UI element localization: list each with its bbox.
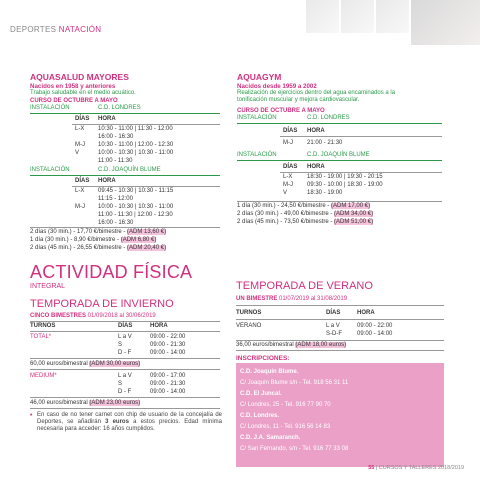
column-days: DÍAS (118, 323, 133, 329)
price-line: 2 días (30 min.) - 49,00 €/bimestre - (ADM 34,00 €) (237, 211, 374, 217)
schedule-days: L a V (118, 373, 132, 379)
header-photo (306, 0, 339, 33)
schedule-days: L-X (75, 126, 85, 132)
actividad-title: ACTIVIDAD FÍSICA (30, 262, 193, 282)
schedule-hours: 09:00 - 22:00 (357, 323, 393, 329)
column-hour: HORA (357, 310, 375, 316)
schedule-hours: 09:00 - 14:00 (357, 331, 393, 337)
schedule-days: M-J (75, 142, 85, 148)
header-photo (341, 0, 374, 33)
installation-name: C.D. LONDRES (98, 105, 141, 111)
schedule-days: L a V (326, 323, 340, 329)
schedule-days: M-J (283, 182, 293, 188)
invierno-period: CINCO BIMESTRES 01/09/2018 al 30/06/2019 (30, 313, 156, 319)
schedule-hours: 16:00 - 16:30 (98, 134, 134, 140)
verano-price: 36,00 euros/bimestral (ADM 18,00 euros) (236, 342, 347, 348)
schedule-hours: 16:00 - 16:30 (98, 220, 134, 226)
page-footer: 55 | CURSOS Y TALLERES 2018/2019 (368, 465, 464, 471)
column-hour: HORA (150, 323, 168, 329)
schedule-hours: 21:00 - 21:30 (307, 140, 343, 146)
medium-price: 46,00 euros/bimestral (ADM 23,00 euros) (30, 400, 141, 406)
aquagym-title: AQUAGYM (237, 72, 282, 82)
inscripciones-box (236, 363, 444, 467)
invierno-note: En caso de no tener carnet con chip de usuario de la concejalía de Deportes, se añadirán 3 euros a estos precios. Edad mínima necesaria para acceder: 16 años cumplidos. (37, 412, 223, 433)
actividad-subtitle: INTEGRAL (30, 283, 66, 290)
schedule-days: D - F (118, 350, 132, 356)
column-days: DÍAS (75, 178, 90, 184)
schedule-days: M-J (283, 140, 293, 146)
venue-address: C/ Joaquín Blume s/n - Tel. 918 56 31 11 (240, 380, 349, 386)
column-days: DÍAS (283, 164, 298, 170)
aquagym-desc: Realización de ejercicios dentro del agua encaminados a la (237, 90, 396, 96)
venue-name: C.D. J.A. Samaranch. (240, 435, 301, 441)
schedule-days: M-J (75, 204, 85, 210)
venue-name: C.D. El Juncal. (240, 391, 282, 397)
aquagym-course: CURSO DE OCTUBRE A MAYO (237, 108, 325, 114)
column-installation: INSTALACIÓN (30, 167, 70, 173)
schedule-hours: 11:00 - 11:30 | 12:00 - 12:30 (98, 212, 173, 218)
turno-total: TOTAL* (30, 334, 52, 340)
verano-title: TEMPORADA DE VERANO (236, 280, 373, 292)
schedule-hours: 10:00 - 10:30 | 10:30 - 11:00 (98, 204, 174, 210)
total-price: 60,00 euros/bimestral (ADM 30,00 euros) (30, 361, 141, 367)
price-line: 2 días (45 min.) - 73,50 €/bimestre - (ADM 51,00 €) (237, 219, 374, 225)
schedule-days: S (118, 381, 123, 387)
schedule-hours: 18:30 - 19:00 | 19:30 - 20:15 (307, 174, 383, 180)
price-line: 1 día (30 min.) - 24,50 €/bimestre - (ADM 17,00 €) (237, 203, 371, 209)
schedule-hours: 11:00 - 11:30 (98, 158, 133, 164)
header-photo (411, 0, 480, 45)
schedule-hours: 18:30 - 19:00 (307, 190, 343, 196)
schedule-hours: 09:00 - 17:00 (150, 373, 186, 379)
schedule-days: S-D-F (326, 331, 342, 337)
aquagym-subtitle: Nacidos desde 1959 a 2002 (237, 83, 317, 90)
bullet-icon: • (30, 412, 33, 419)
installation-name: C.D. JOAQUÍN BLUME (98, 167, 161, 173)
schedule-hours: 10:30 - 11:00 | 11:30 - 12:00 (98, 126, 173, 132)
schedule-days: L a V (118, 334, 132, 340)
aquasalud-title: AQUASALUD MAYORES (30, 72, 129, 82)
schedule-days: V (283, 190, 288, 196)
price-line: 1 día (30 min.) - 8,90 €/bimestre - (ADM 6,80 €) (30, 237, 157, 243)
schedule-hours: 09:00 - 14:00 (150, 389, 186, 395)
column-installation: INSTALACIÓN (237, 152, 277, 158)
schedule-days: D - F (118, 389, 132, 395)
installation-name: C.D. JOAQUÍN BLUME (307, 152, 370, 158)
schedule-hours: 09:30 - 10:00 | 18:30 - 19:00 (307, 182, 383, 188)
aquasalud-course: CURSO DE OCTUBRE A MAYO (30, 98, 118, 104)
price-line: 2 días (45 min.) - 26,55 €/bimestre - (ADM 20,40 €) (30, 245, 167, 251)
schedule-days: S (118, 342, 123, 348)
inscripciones-title: INSCRIPCIONES: (236, 355, 290, 362)
column-days: DÍAS (326, 310, 341, 316)
schedule-days: L-X (75, 188, 85, 194)
schedule-hours: 09:00 - 14:00 (150, 350, 186, 356)
column-days: DÍAS (75, 116, 90, 122)
column-hour: HORA (98, 116, 116, 122)
turno-verano: VERANO (236, 323, 262, 329)
aquagym-desc: tonificación muscular y mejora cardiovascular. (237, 97, 360, 103)
aquasalud-desc: Trabajo saludable en el medio acuático. (30, 90, 136, 96)
section-header: DEPORTES NATACIÓN (10, 25, 102, 34)
schedule-days: L-X (283, 174, 293, 180)
schedule-hours: 09:00 - 21:30 (150, 381, 186, 387)
schedule-days: V (75, 150, 80, 156)
verano-period: UN BIMESTRE 01/07/2019 al 31/08/2019 (236, 296, 348, 302)
column-days: DÍAS (283, 128, 298, 134)
column-installation: INSTALACIÓN (237, 115, 277, 121)
column-hour: HORA (307, 128, 325, 134)
header-photo (376, 0, 409, 33)
column-installation: INSTALACIÓN (30, 105, 70, 111)
schedule-hours: 10:00 - 10:30 | 10:30 - 11:00 (98, 150, 174, 156)
column-hour: HORA (307, 164, 325, 170)
schedule-hours: 09:00 - 21:30 (150, 342, 186, 348)
aquasalud-subtitle: Nacidos en 1958 y anteriores (30, 83, 116, 90)
schedule-hours: 09:45 - 10:30 | 10:30 - 11:15 (98, 188, 174, 194)
schedule-hours: 11:15 - 12:00 (98, 196, 133, 202)
venue-address: C/ Londres, 25 - Tel. 916 77 90 70 (240, 402, 331, 408)
venue-name: C.D. Joaquín Blume. (240, 369, 299, 375)
venue-name: C.D. Londres. (240, 413, 280, 419)
venue-address: C/ Londres, 11 - Tel. 916 56 14 83 (240, 424, 331, 430)
schedule-hours: 10:30 - 11:00 | 12:00 - 12:30 (98, 142, 174, 148)
invierno-title: TEMPORADA DE INVIERNO (30, 298, 174, 310)
schedule-hours: 09:00 - 22:00 (150, 334, 186, 340)
column-hour: HORA (98, 178, 116, 184)
venue-address: C/ San Fernando, s/n - Tel. 916 77 33 08 (240, 446, 349, 452)
price-line: 2 días (30 min.) - 17,70 €/bimestre - (ADM 13,60 €) (30, 229, 167, 235)
column-turnos: TURNOS (30, 323, 56, 329)
installation-name: C.D. LONDRES (307, 115, 350, 121)
turno-medium: MEDIUM* (30, 373, 57, 379)
column-turnos: TURNOS (236, 310, 262, 316)
